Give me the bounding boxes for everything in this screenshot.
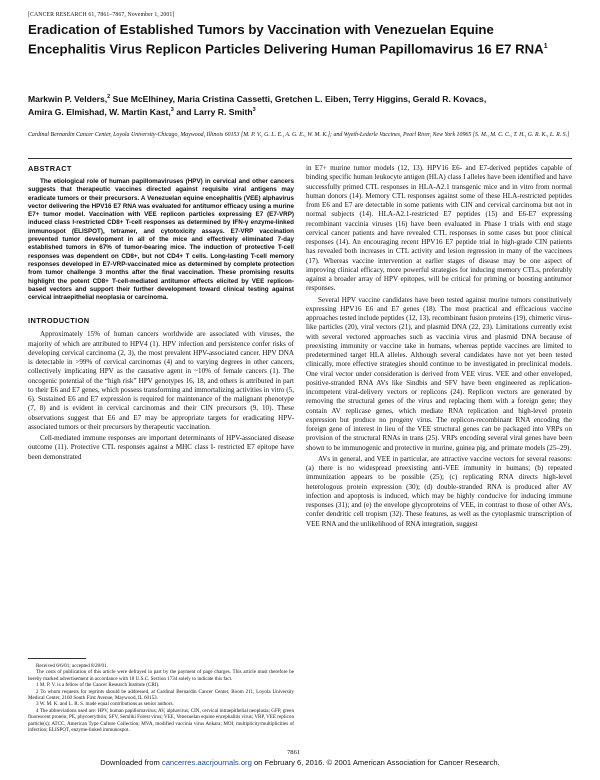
page-number: 7861 (287, 749, 301, 756)
abstract-text: The etiological role of human papillomaviruses (HPV) in cervical and other cancers suggests that therapeutic vaccines directed against requisite viral antigens may eradicate tumors or their precursors. A Venezuelan equine encephalitis (VEE) alphavirus vector delivering the HPV16 E7 RNA was evaluated for antitumor efficacy using a murine E7+ tumor model. Vaccination with VEE replicon particles expressing E7 (E7-VRP) induced class I-restricted CD8+ T-cell responses as determined by IFN-γ enzyme-linked immunospot (ELISPOT), tetramer, and cytotoxicity assays. E7-VRP vaccination prevented tumor development in all of the mice and effectively eliminated 7-day established tumors in 67% of tumor-bearing mice. The induction of protective T-cell responses was dependent on CD8+, but not CD4+ T cells. Long-lasting T-cell memory responses developed in E7-VRP-vaccinated mice as determined by complete protection from tumor challenge 3 months after the final vaccination. These promising results highlight the potent CD8+ T-cell-mediated antitumor effects elicited by VEE replicon-based vectors and support their further development toward clinical testing against cervical intraepithelial neoplasia or carcinoma. (28, 178, 294, 302)
author-footnote-mark: 3 (252, 106, 256, 113)
author-footnote-mark: 2 (107, 94, 111, 100)
author-line-2 (28, 105, 568, 118)
author-footnote-mark: 3 (170, 106, 174, 113)
footnote: The costs of publication of this article were defrayed in part by the payment of page charges. This article must therefore be hereby marked advertisement in accordance with 18 U.S.C. Section 1734 solely to indicate this fact. (28, 669, 294, 682)
body-paragraph: Several HPV vaccine candidates have been tested against murine tumors constitutively expressing HPV16 E6 and E7 genes (18). The most practical and efficacious vaccine approaches tested include peptides (12, 13), recombinant fusion proteins (19), chimeric virus-like particles (20), viral vectors (21), and plasmid DNA (22, 23). Limitations currently exist with several vectored approaches such as vaccinia virus and plasmid DNA because of preexisting immunity or vaccine take in humans, whereas peptide vaccines are limited to predetermined target HLA alleles. Although several candidates have not yet been tested clinically, more effective strategies should continue to be investigated in preclinical models. One viral vector under consideration is derived from VEE virus. VEE and other enveloped, positive-stranded RNA AVs like Sindbis and SFV have been engineered as replication-incompetent viral-delivery vectors or replicons (24). Replicon vectors are generated by removing the structural genes of the virus and replacing them with a foreign gene; they contain AV replicase genes, which mediate RNA replication and high-level protein expression but produce no progeny virus. The replicon-recombinant RNA encoding the foreign gene of interest in lieu of the VEE structural genes can be packaged into VRPs on provision of the structural RNAs in trans (25). VRPs encoding several viral genes have been shown to be immunogenic and protective in murine, guinea pig, and primate models (25–29). (306, 295, 572, 452)
header-divider (28, 158, 572, 159)
footnote: 1 M. P. V. is a fellow of the Cancer Research Institute (CRI). (36, 682, 160, 689)
footnote: Received 6/6/01; accepted 8/28/01. (36, 663, 108, 669)
author-list (28, 92, 568, 118)
author-line-1 (28, 92, 568, 105)
footnote: 2 To whom requests for reprints should be addressed, at Cardinal Bernardin Cancer Center, Room 211, Loyola University Medical Center, 2160 South First Avenue, Maywood, IL 60153. (28, 688, 294, 702)
intro-paragraph: Approximately 15% of human cancers worldwide are associated with viruses, the majority of which are attributed to HPV4 (1). HPV infection and persistence confer risks of developing cervical carcinoma (2, 3), the most prevalent HPV-associated cancer. HPV DNA is detectable in >99% of cervical carcinomas (4) and to varying degrees in other cancers, collectively implicating HPV as the causative agent in ~10% of female cancers (1). The oncogenic potential of the “high risk” HPV genotypes 16, 18, and others is attributed in part to their E6 and E7 genes, which possess transforming and immortalizing activities in vitro (5, 6). Sustained E6 and E7 expression is required for maintenance of the malignant phenotype (7, 8) and is evident in cervical carcinomas and their CIN precursors (9, 10). These observations suggest that E6 and E7 may be appropriate targets for eradicating HPV-associated tumors or their precursors by therapeutic vaccination. (28, 330, 294, 431)
footnote: 3 W. M. K. and L. R. S. made equal contributions as senior authors. (36, 701, 174, 708)
left-column (28, 164, 294, 462)
footer-prefix: Downloaded from (100, 758, 160, 767)
abstract-heading: ABSTRACT (28, 164, 72, 173)
affiliation: Cardinal Bernardin Cancer Center, Loyola University-Chicago, Maywood, Illinois 60153 [M. P. V., G. L. E., A. G. E., W. M. K.]; and Wyeth-Lederle Vaccines, Pearl River, New York 10965 [S. M., M. C. C., T. H., G. R. K., L. R. S.] (28, 132, 570, 138)
journal-header: [CANCER RESEARCH 61, 7861–7867, November 1, 2001] (28, 12, 175, 18)
intro-paragraph: Cell-mediated immune responses are important determinants of HPV-associated disease outcome (11). Protective CTL responses against a MHC class I- restricted E7 epitope have been demonstrated (28, 434, 294, 461)
author-line-2-start: Amira G. Elmishad, W. Martin Kast, (28, 106, 171, 117)
author-rest-1: Sue McElhiney, Maria Cristina Cassetti, Gretchen L. Eiben, Terry Higgins, Gerald R. Kovacs, (112, 93, 487, 104)
introduction-heading: INTRODUCTION (28, 316, 90, 326)
body-paragraph: in E7+ murine tumor models (12, 13). HPV16 E6- and E7-derived peptides capable of binding specific human leukocyte antigen (HLA) class I alleles have been identified and have successfully primed CTL responses in HLA-A2.1 transgenic mice and in vitro from normal human donors (14). Memory CTL responses against some of these HLA-restricted peptides from E6 and E7 are detectable in some patients with CIN and cervical carcinoma but not in normal subjects (14). HLA-A2.1-restricted E7 peptides (15) and E6-E7 expressing recombinant vaccinia viruses (16) have been evaluated in Phase I trials with end stage cervical cancer patients and have revealed CTL responses in some cases but poor clinical responses (14). An encouraging recent HPV16 E7 peptide trial in high-grade CIN patients has revealed both increases in CTL activity and lesion regression in many of the vaccinees (17). Whereas vaccine intervention at earlier stages of disease may be one aspect of improving clinical efficacy, more powerful strategies for inducing memory CTLs, preferably against a broader array of HPV epitopes, will be critical for priming or boosting antitumor responses. (306, 164, 572, 293)
author-rest-2: and Larry R. Smith (176, 106, 253, 117)
body-paragraph: AVs in general, and VEE in particular, are attractive vaccine vectors for several reasons: (a) there is no widespread preexisting anti-VEE immunity in humans; (b) repeated immunization appears to be possible (25); (c) replicating RNA directs high-level heterologous protein expression (30); (d) double-stranded RNA is produced after AV infection and apoptosis is induced, which may be highly conducive for inducing immune responses (31); and (e) the envelope glycoproteins of VEE, in contrast to those of other AVs, confer dendritic cell tropism (32). These features, as well as the cytoplasmic transcription of VEE RNA and the unlikelihood of RNA integration, suggest (306, 454, 572, 528)
right-column (306, 164, 572, 529)
title-text: Eradication of Established Tumors by Vaccination with Venezuelan Equine Encephalitis Virus Replicon Particles Delivering Human Papillomavirus 16 E7 RNA (28, 22, 544, 56)
journal-link[interactable]: cancerres.aacrjournals.org (161, 758, 252, 767)
footnote: 4 The abbreviations used are: HPV, human papillomavirus; AV, alphavirus; CIN, cervical intraepithelial neoplasia; GFP, green fluorescent protein; PE, phycoerythrin; SFV, Semliki Forest virus; VEE, Venezuelan equine encephalitis virus; VRP, VEE replicon particle(s); ATCC, American Type Culture Collection; MVA, modified vaccinia virus Ankara; MOI, multiplicity/multiplicities of infection; ELISPOT, enzyme-linked immunospot. (28, 707, 294, 734)
footnote-divider (28, 658, 86, 659)
title-footnote-mark: 1 (543, 42, 548, 50)
paper-title (28, 22, 568, 57)
footer-suffix: on February 6, 2016. © 2001 American Association for Cancer Research. (253, 758, 500, 767)
download-footer (0, 758, 600, 767)
author-first: Markwin P. Velders, (28, 93, 108, 104)
footnotes (28, 663, 294, 733)
